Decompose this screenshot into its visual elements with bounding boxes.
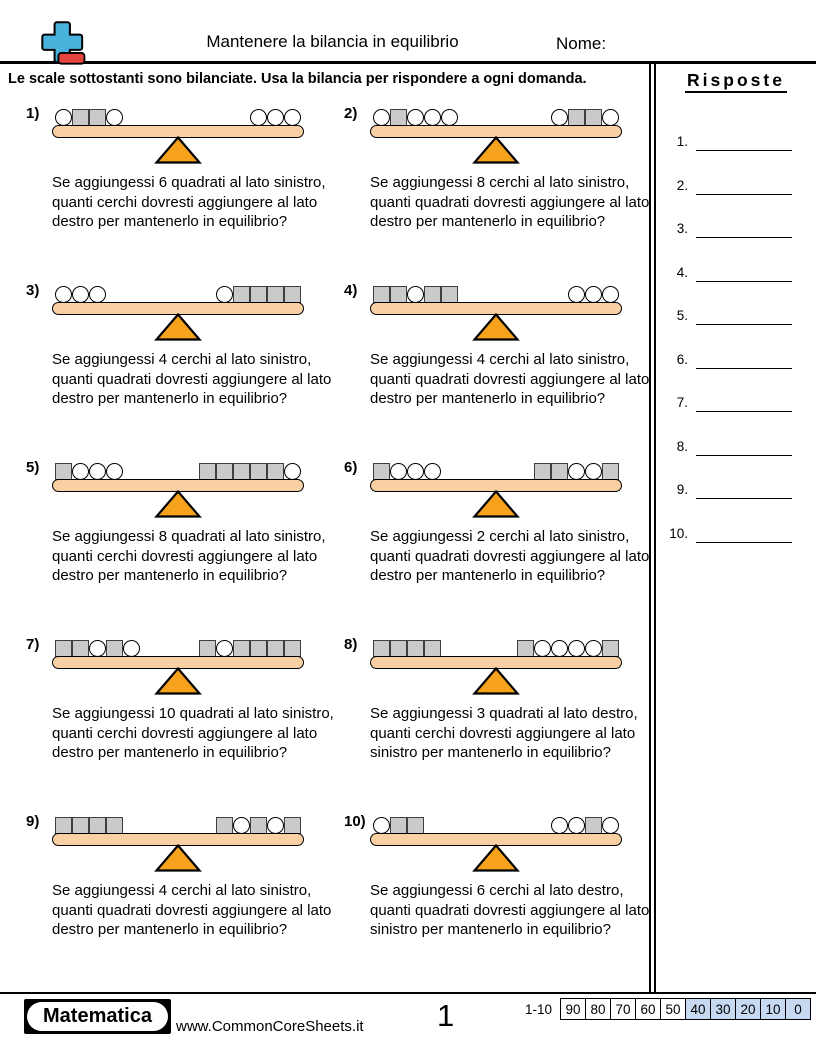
circle-shape — [284, 109, 301, 126]
square-shape — [72, 817, 89, 834]
circle-shape — [106, 109, 123, 126]
grading-scale — [525, 998, 811, 1020]
circle-shape — [441, 109, 458, 126]
circle-shape — [585, 286, 602, 303]
square-shape — [233, 463, 250, 480]
problem-cell — [342, 95, 649, 272]
square-shape — [424, 286, 441, 303]
problem-number: 9) — [26, 813, 40, 830]
answer-blank-line[interactable] — [696, 525, 792, 543]
scale-left-shapes — [373, 286, 458, 303]
circle-shape — [407, 463, 424, 480]
square-shape — [267, 640, 284, 657]
answer-number-label: 1. — [676, 134, 688, 149]
subject-badge-label: Matematica — [27, 1002, 168, 1031]
circle-shape — [55, 109, 72, 126]
problem-question: Se aggiungessi 3 quadrati al lato destro, quanti cerchi dovresti aggiungere al lato sinistro per mantenerlo in equilibrio? — [370, 705, 638, 761]
circle-shape — [123, 640, 140, 657]
problem-number: 10) — [344, 813, 366, 830]
triangle-fulcrum-icon — [472, 490, 520, 518]
square-shape — [390, 817, 407, 834]
answer-number-label: 9. — [676, 482, 688, 497]
problem-cell — [342, 449, 649, 626]
square-shape — [441, 286, 458, 303]
problem-question: Se aggiungessi 8 cerchi al lato sinistro, quanti quadrati dovresti aggiungere al lato destro per mantenerlo in equilibrio? — [370, 174, 650, 230]
score-range-label: 1-10 — [524, 1001, 552, 1017]
triangle-fulcrum-icon — [472, 136, 520, 164]
score-cell: 20 — [736, 999, 761, 1020]
square-shape — [72, 640, 89, 657]
problem-number: 4) — [344, 282, 358, 299]
circle-shape — [250, 109, 267, 126]
scale-left-shapes — [373, 640, 441, 657]
answer-item — [656, 212, 816, 238]
circle-shape — [551, 817, 568, 834]
answer-number-label: 5. — [676, 308, 688, 323]
problem-cell — [342, 803, 649, 980]
circle-shape — [424, 463, 441, 480]
balance-scale — [52, 109, 304, 167]
square-shape — [424, 640, 441, 657]
circle-shape — [585, 640, 602, 657]
score-cell: 50 — [661, 999, 686, 1020]
scale-left-shapes — [373, 109, 458, 126]
balance-scale — [370, 109, 622, 167]
answer-blank-line[interactable] — [696, 438, 792, 456]
circle-shape — [373, 109, 390, 126]
problem-cell — [342, 626, 649, 803]
scale-right-shapes — [199, 640, 301, 657]
name-label: Nome: — [556, 34, 607, 53]
circle-shape — [216, 286, 233, 303]
square-shape — [517, 640, 534, 657]
circle-shape — [373, 817, 390, 834]
scale-left-shapes — [373, 817, 424, 834]
circle-shape — [602, 817, 619, 834]
square-shape — [216, 817, 233, 834]
score-cell: 80 — [586, 999, 611, 1020]
answer-number-label: 10. — [669, 525, 688, 541]
answer-blank-line[interactable] — [696, 133, 792, 151]
problem-question: Se aggiungessi 10 quadrati al lato sinistro, quanti cerchi dovresti aggiungere al lato destro per mantenerlo in equilibrio? — [52, 705, 334, 761]
square-shape — [568, 109, 585, 126]
balance-scale — [52, 817, 304, 875]
circle-shape — [602, 286, 619, 303]
square-shape — [250, 817, 267, 834]
scale-right-shapes — [216, 286, 301, 303]
circle-shape — [267, 109, 284, 126]
answer-blank-line[interactable] — [696, 264, 792, 282]
answer-blank-line[interactable] — [696, 481, 792, 499]
score-cell: 10 — [761, 999, 786, 1020]
scale-right-shapes — [568, 286, 619, 303]
square-shape — [55, 817, 72, 834]
circle-shape — [424, 109, 441, 126]
square-shape — [585, 817, 602, 834]
problem-cell — [342, 272, 649, 449]
problems-grid — [24, 95, 649, 980]
scale-left-shapes — [373, 463, 441, 480]
square-shape — [199, 463, 216, 480]
scale-left-shapes — [55, 640, 140, 657]
square-shape — [534, 463, 551, 480]
square-shape — [250, 463, 267, 480]
answer-blank-line[interactable] — [696, 220, 792, 238]
square-shape — [250, 640, 267, 657]
circle-shape — [72, 463, 89, 480]
answer-number-label: 2. — [676, 177, 688, 193]
scale-right-shapes — [534, 463, 619, 480]
score-cell: 30 — [711, 999, 736, 1020]
square-shape — [284, 817, 301, 834]
square-shape — [199, 640, 216, 657]
square-shape — [407, 817, 424, 834]
scale-right-shapes — [199, 463, 301, 480]
triangle-fulcrum-icon — [154, 844, 202, 872]
balance-scale — [52, 463, 304, 521]
problem-cell — [24, 803, 342, 980]
circle-shape — [407, 286, 424, 303]
scale-left-shapes — [55, 109, 123, 126]
triangle-fulcrum-icon — [154, 136, 202, 164]
square-shape — [233, 640, 250, 657]
answer-item — [656, 169, 816, 195]
scale-right-shapes — [216, 817, 301, 834]
answer-blank-line[interactable] — [696, 307, 792, 325]
square-shape — [55, 463, 72, 480]
balance-scale — [52, 640, 304, 698]
problem-cell — [24, 272, 342, 449]
circle-shape — [55, 286, 72, 303]
square-shape — [585, 109, 602, 126]
answers-column — [656, 64, 816, 992]
problem-question: Se aggiungessi 4 cerchi al lato sinistro, quanti quadrati dovresti aggiungere al lato destro per mantenerlo in equilibrio? — [52, 882, 332, 938]
square-shape — [55, 640, 72, 657]
answers-title — [656, 64, 816, 91]
scale-right-shapes — [551, 109, 619, 126]
answer-item — [656, 517, 816, 543]
page-number: 1 — [437, 998, 455, 1033]
triangle-fulcrum-icon — [154, 667, 202, 695]
square-shape — [72, 109, 89, 126]
square-shape — [267, 286, 284, 303]
answers-list — [656, 125, 816, 543]
scale-right-shapes — [250, 109, 301, 126]
answer-blank-line[interactable] — [696, 394, 792, 412]
score-table — [560, 998, 811, 1020]
circle-shape — [407, 109, 424, 126]
balance-scale — [370, 817, 622, 875]
content-row — [0, 64, 816, 992]
square-shape — [407, 640, 424, 657]
problem-question: Se aggiungessi 4 cerchi al lato sinistro, quanti quadrati dovresti aggiungere al lato destro per mantenerlo in equilibrio? — [370, 351, 650, 407]
footer — [0, 992, 816, 1056]
circle-shape — [284, 463, 301, 480]
square-shape — [390, 286, 407, 303]
circle-shape — [585, 463, 602, 480]
problem-number: 6) — [344, 459, 358, 476]
circle-shape — [551, 109, 568, 126]
square-shape — [602, 463, 619, 480]
balance-scale — [370, 463, 622, 521]
circle-shape — [568, 463, 585, 480]
problem-number: 5) — [26, 459, 40, 476]
problem-question: Se aggiungessi 4 cerchi al lato sinistro, quanti quadrati dovresti aggiungere al lato destro per mantenerlo in equilibrio? — [52, 351, 332, 407]
score-cell: 40 — [686, 999, 711, 1020]
main-area — [0, 64, 649, 992]
scale-left-shapes — [55, 463, 123, 480]
answer-item — [656, 125, 816, 151]
problem-question: Se aggiungessi 8 quadrati al lato sinistro, quanti cerchi dovresti aggiungere al lato destro per mantenerlo in equilibrio? — [52, 528, 326, 584]
square-shape — [284, 286, 301, 303]
problem-number: 7) — [26, 636, 40, 653]
triangle-fulcrum-icon — [472, 844, 520, 872]
balance-scale — [370, 640, 622, 698]
answer-item — [656, 430, 816, 456]
triangle-fulcrum-icon — [154, 313, 202, 341]
problem-question: Se aggiungessi 2 cerchi al lato sinistro, quanti quadrati dovresti aggiungere al lato destro per mantenerlo in equilibrio? — [370, 528, 650, 584]
answer-number-label: 3. — [676, 221, 688, 236]
square-shape — [551, 463, 568, 480]
circle-shape — [568, 817, 585, 834]
answer-item — [656, 299, 816, 325]
circle-shape — [568, 640, 585, 657]
problem-cell — [24, 449, 342, 626]
circle-shape — [89, 640, 106, 657]
square-shape — [390, 640, 407, 657]
answer-item — [656, 256, 816, 282]
problem-cell — [24, 626, 342, 803]
square-shape — [89, 817, 106, 834]
square-shape — [267, 463, 284, 480]
square-shape — [373, 640, 390, 657]
scale-right-shapes — [517, 640, 619, 657]
circle-shape — [233, 817, 250, 834]
score-cell: 70 — [611, 999, 636, 1020]
answer-number-label: 8. — [676, 438, 688, 454]
problem-number: 2) — [344, 105, 358, 122]
scale-left-shapes — [55, 817, 123, 834]
square-shape — [106, 817, 123, 834]
square-shape — [373, 463, 390, 480]
problem-number: 8) — [344, 636, 358, 653]
problem-question: Se aggiungessi 6 quadrati al lato sinistro, quanti cerchi dovresti aggiungere al lato destro per mantenerlo in equilibrio? — [52, 174, 326, 230]
balance-scale — [370, 286, 622, 344]
answer-number-label: 4. — [676, 264, 688, 280]
answer-item — [656, 386, 816, 412]
subject-badge — [24, 999, 171, 1034]
problem-question: Se aggiungessi 6 cerchi al lato destro, quanti quadrati dovresti aggiungere al lato sinistro per mantenerlo in equilibrio? — [370, 882, 650, 938]
circle-shape — [390, 463, 407, 480]
circle-shape — [106, 463, 123, 480]
page-title: Mantenere la bilancia in equilibrio — [206, 32, 459, 51]
score-row — [561, 999, 811, 1020]
problem-number: 3) — [26, 282, 40, 299]
answer-number-label: 7. — [676, 395, 688, 410]
circle-shape — [568, 286, 585, 303]
answers-title-text: Risposte — [685, 70, 787, 93]
square-shape — [233, 286, 250, 303]
website-url: www.CommonCoreSheets.it — [176, 1018, 364, 1035]
circle-shape — [89, 286, 106, 303]
problem-number: 1) — [26, 105, 40, 122]
scale-left-shapes — [55, 286, 106, 303]
triangle-fulcrum-icon — [154, 490, 202, 518]
square-shape — [216, 463, 233, 480]
score-cell: 60 — [636, 999, 661, 1020]
square-shape — [89, 109, 106, 126]
circle-shape — [72, 286, 89, 303]
score-cell: 0 — [786, 999, 811, 1020]
answer-blank-line[interactable] — [696, 177, 792, 195]
circle-shape — [267, 817, 284, 834]
circle-shape — [602, 109, 619, 126]
answer-item — [656, 473, 816, 499]
header — [0, 0, 816, 64]
balance-scale — [52, 286, 304, 344]
scale-right-shapes — [551, 817, 619, 834]
square-shape — [602, 640, 619, 657]
circle-shape — [551, 640, 568, 657]
answer-number-label: 6. — [676, 351, 688, 367]
answer-blank-line[interactable] — [696, 351, 792, 369]
square-shape — [284, 640, 301, 657]
circle-shape — [216, 640, 233, 657]
triangle-fulcrum-icon — [472, 313, 520, 341]
circle-shape — [89, 463, 106, 480]
problem-cell — [24, 95, 342, 272]
square-shape — [373, 286, 390, 303]
score-cell: 90 — [561, 999, 586, 1020]
square-shape — [106, 640, 123, 657]
circle-shape — [534, 640, 551, 657]
instruction-text: Le scale sottostanti sono bilanciate. Usa la bilancia per rispondere a ogni domanda. — [8, 71, 587, 87]
square-shape — [390, 109, 407, 126]
square-shape — [250, 286, 267, 303]
triangle-fulcrum-icon — [472, 667, 520, 695]
answer-item — [656, 343, 816, 369]
